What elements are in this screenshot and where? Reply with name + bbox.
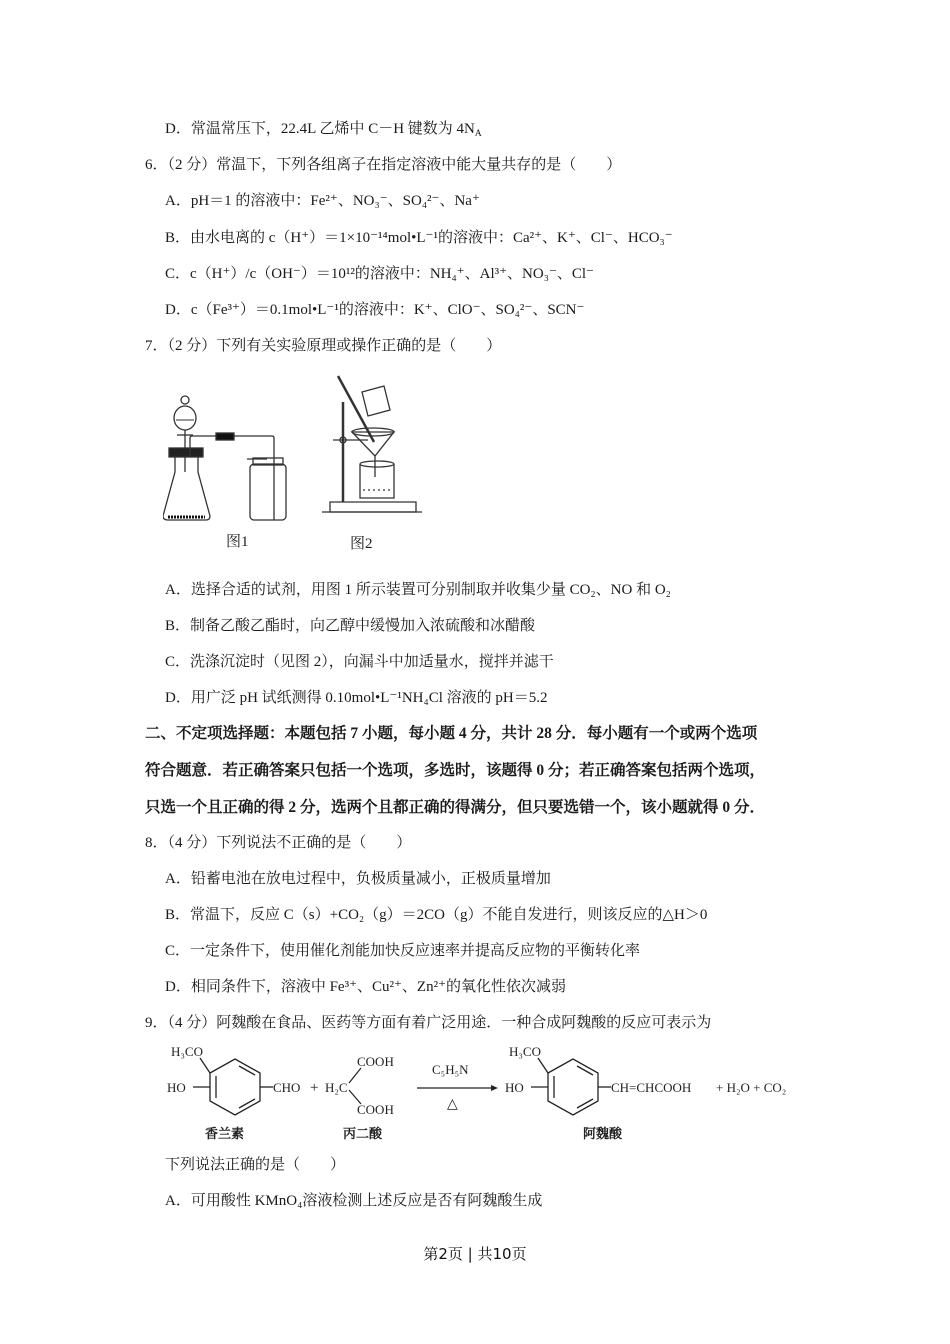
option-text: 相同条件下，溶液中 Fe³⁺、Cu²⁺、Zn²⁺的氧化性依次减弱 bbox=[190, 979, 567, 995]
filtration-apparatus-icon bbox=[318, 372, 426, 520]
q9-sub-stem: 下列说法正确的是（ ） bbox=[165, 1157, 346, 1173]
q7-option-a bbox=[165, 580, 671, 600]
option-text: 洗涤沉淀时（见图 2），向漏斗中加适量水，搅拌并滤干 bbox=[190, 654, 554, 670]
q7-option-d bbox=[165, 688, 548, 708]
q7-option-c bbox=[165, 652, 554, 672]
q5-option-d bbox=[165, 119, 482, 139]
question-number: 6． bbox=[145, 157, 168, 173]
q6-stem bbox=[145, 155, 621, 175]
option-text: 选择合适的试剂，用图 1 所示装置可分别制取并收集少量 CO₂、NO 和 O₂ bbox=[190, 582, 671, 598]
ferulic-methoxy: H₃CO bbox=[509, 1044, 541, 1059]
vanillin-name: 香兰素 bbox=[205, 1126, 245, 1141]
option-text: 制备乙酸乙酯时，向乙醇中缓慢加入浓硫酸和冰醋酸 bbox=[190, 618, 536, 634]
option-label: D． bbox=[165, 121, 191, 137]
q8-option-b bbox=[165, 905, 707, 925]
q6-option-b bbox=[165, 228, 673, 248]
byproducts: + H₂O + CO₂ bbox=[716, 1080, 787, 1095]
heat-condition: △ bbox=[447, 1097, 458, 1112]
question-stem: （4 分）阿魏酸在食品、医药等方面有着广泛用途．一种合成阿魏酸的反应可表示为 bbox=[167, 1015, 712, 1031]
option-label: A． bbox=[165, 193, 191, 209]
option-text: 由水电离的 c（H⁺）＝1×10⁻¹⁴mol•L⁻¹的溶液中：Ca²⁺、K⁺、Cl⁻、HCO₃⁻ bbox=[190, 230, 673, 246]
figure-1-caption: 图1 bbox=[226, 534, 249, 550]
section-2-instructions-line-1: 二、不定项选择题：本题包括 7 小题，每小题 4 分，共计 28 分．每小题有一个或两个选项 bbox=[145, 725, 758, 742]
option-text: c（H⁺）/c（OH⁻）＝10¹²的溶液中：NH₄⁺、Al³⁺、NO₃⁻、Cl⁻ bbox=[190, 266, 594, 282]
option-text: pH＝1 的溶液中：Fe²⁺、NO₃⁻、SO₄²⁻、Na⁺ bbox=[190, 193, 480, 209]
q6-option-a bbox=[165, 191, 480, 211]
vanillin-structure bbox=[193, 1058, 273, 1115]
q7-stem bbox=[145, 336, 501, 356]
plus-sign: + bbox=[310, 1080, 319, 1096]
page-footer: 第2页 | 共10页 bbox=[423, 1245, 527, 1263]
vanillin-aldehyde: CHO bbox=[273, 1080, 301, 1095]
q6-option-d bbox=[165, 300, 584, 320]
question-stem: （2 分）常温下，下列各组离子在指定溶液中能大量共存的是（ ） bbox=[167, 157, 622, 173]
option-label: C． bbox=[165, 654, 191, 670]
ferulic-acid-structure bbox=[531, 1058, 611, 1115]
option-label: A． bbox=[165, 1193, 191, 1209]
option-label: D． bbox=[165, 979, 191, 995]
figure-2-caption: 图2 bbox=[350, 536, 373, 552]
q8-option-d bbox=[165, 977, 566, 997]
vanillin-hydroxy: HO bbox=[167, 1080, 186, 1095]
malonic-cooh-top: COOH bbox=[357, 1054, 394, 1069]
ferulic-side-chain: CH=CHCOOH bbox=[611, 1080, 692, 1095]
option-label: D． bbox=[165, 690, 191, 706]
option-label: A． bbox=[165, 871, 191, 887]
gas-generation-apparatus-icon bbox=[163, 392, 298, 522]
vanillin-methoxy: H₃CO bbox=[171, 1044, 203, 1059]
option-text: 常温下，反应 C（s）+CO₂（g）＝2CO（g）不能自发进行，则该反应的△H＞0 bbox=[190, 907, 708, 923]
option-text: 可用酸性 KMnO₄溶液检测上述反应是否有阿魏酸生成 bbox=[190, 1193, 543, 1209]
malonic-acid-bonds bbox=[349, 1068, 361, 1104]
option-label: A． bbox=[165, 582, 191, 598]
q9-option-a bbox=[165, 1191, 542, 1211]
q8-stem bbox=[145, 833, 411, 853]
q8-option-a bbox=[165, 869, 551, 889]
q6-option-c bbox=[165, 264, 594, 284]
question-number: 8． bbox=[145, 835, 168, 851]
malonic-core: H₂C bbox=[325, 1080, 348, 1095]
subscript: A bbox=[474, 129, 482, 139]
option-label: C． bbox=[165, 943, 191, 959]
option-label: B． bbox=[165, 618, 191, 634]
option-label: B． bbox=[165, 907, 191, 923]
section-2-instructions-line-3: 只选一个且正确的得 2 分，选两个且都正确的得满分，但只要选错一个，该小题就得 0 分． bbox=[145, 799, 766, 816]
catalyst-label: C₅H₅N bbox=[432, 1062, 469, 1077]
question-number: 9． bbox=[145, 1015, 168, 1031]
question-number: 7． bbox=[145, 338, 168, 354]
question-stem: （4 分）下列说法不正确的是（ ） bbox=[167, 835, 412, 851]
malonic-cooh-bottom: COOH bbox=[357, 1102, 394, 1117]
malonic-acid-name: 丙二酸 bbox=[343, 1126, 383, 1141]
option-text: 用广泛 pH 试纸测得 0.10mol•L⁻¹NH₄Cl 溶液的 pH＝5.2 bbox=[190, 690, 548, 706]
ferulic-hydroxy: HO bbox=[505, 1080, 524, 1095]
reaction-scheme-diagram bbox=[165, 1038, 825, 1148]
q7-option-b bbox=[165, 616, 535, 636]
option-text: 一定条件下，使用催化剂能加快反应速率并提高反应物的平衡转化率 bbox=[190, 943, 641, 959]
option-label: C． bbox=[165, 266, 191, 282]
option-text: 常温常压下，22.4L 乙烯中 C－H 键数为 4N bbox=[190, 121, 475, 137]
section-2-instructions-line-2: 符合题意．若正确答案只包括一个选项，多选时，该题得 0 分；若正确答案包括两个选项， bbox=[145, 762, 766, 779]
q8-option-c bbox=[165, 941, 640, 961]
option-label: D． bbox=[165, 302, 191, 318]
question-stem: （2 分）下列有关实验原理或操作正确的是（ ） bbox=[167, 338, 502, 354]
option-text: c（Fe³⁺）＝0.1mol•L⁻¹的溶液中：K⁺、ClO⁻、SO₄²⁻、SCN⁻ bbox=[190, 302, 585, 318]
ferulic-acid-name: 阿魏酸 bbox=[583, 1126, 623, 1141]
q9-stem bbox=[145, 1013, 711, 1033]
option-text: 铅蓄电池在放电过程中，负极质量减小，正极质量增加 bbox=[190, 871, 551, 887]
option-label: B． bbox=[165, 230, 191, 246]
